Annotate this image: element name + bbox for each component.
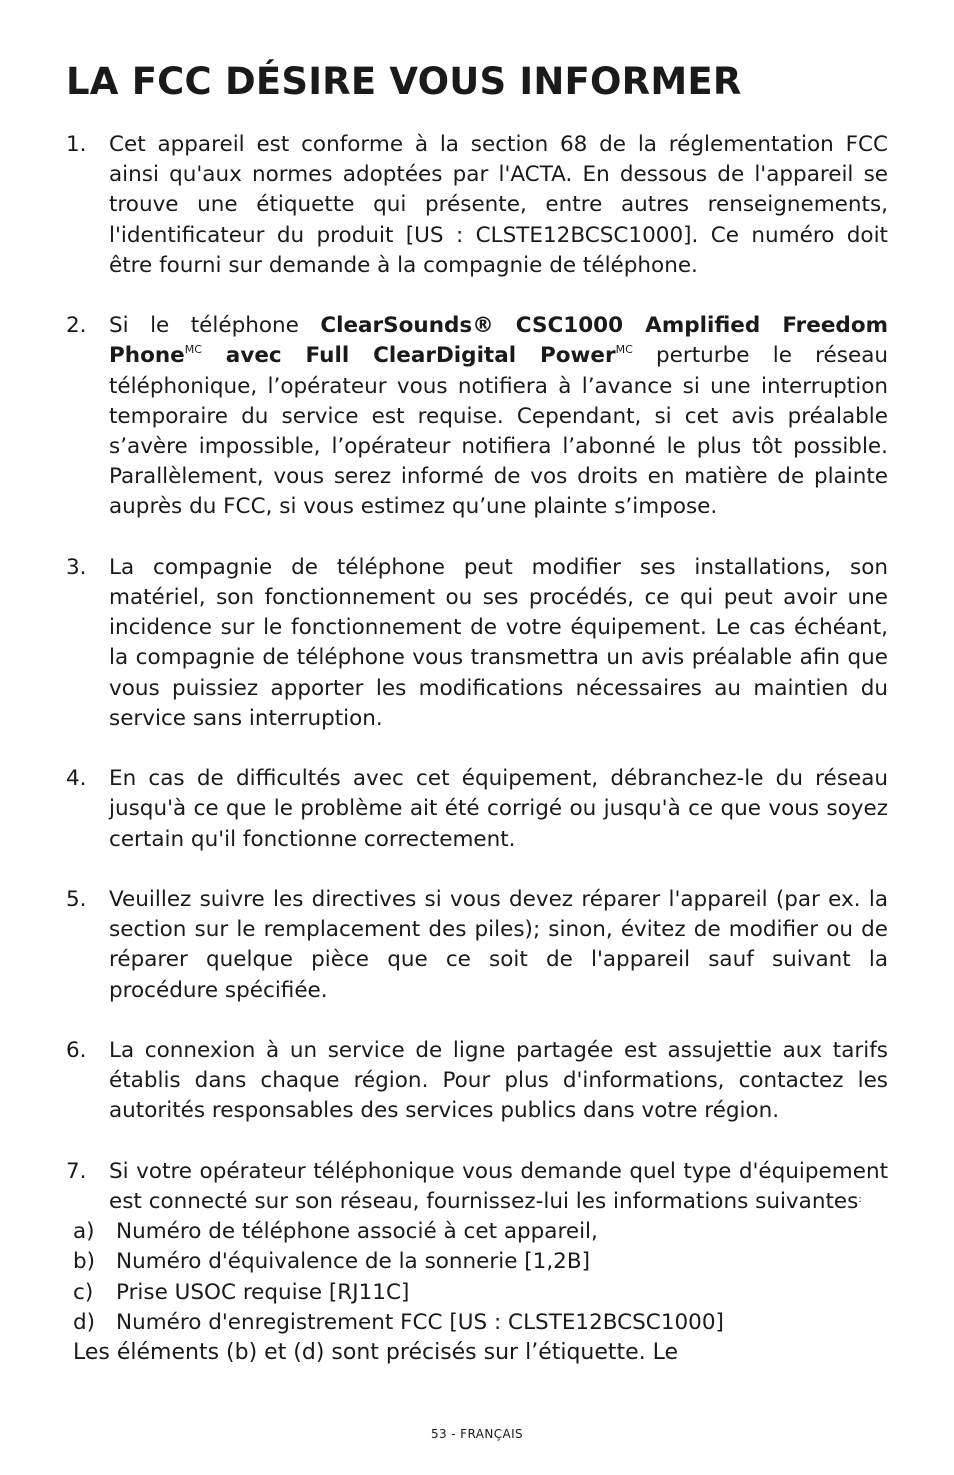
product-name: ClearSounds® CSC1000 Amplified Freedom Phone — [109, 313, 889, 369]
sub-list-item — [73, 1247, 888, 1277]
sub-list-item — [73, 1308, 888, 1338]
item-text: La compagnie de téléphone peut modifier ses installations, son matériel, son fonctionnement ou ses procédés, ce qui peut avoir une incidence sur le fonctionnement de votre équipement. Le cas échéant, la compagnie de téléphone vous transmettra un avis préalable afin que vous puissiez apporter les modifications nécessaires au maintien du service sans interruption. — [109, 554, 888, 731]
list-item — [66, 885, 888, 1006]
item-number: 2. — [66, 313, 87, 339]
item-number: 4. — [66, 766, 87, 792]
list-item — [66, 1157, 888, 1217]
page-title: LA FCC DÉSIRE VOUS INFORMER — [66, 60, 742, 103]
item-text: Veuillez suivre les directives si vous devez réparer l'appareil (par ex. la section sur le remplacement des piles); sinon, évitez de modifier ou de réparer quelque pièce que ce soit de l'appareil sauf suivant la procédure spécifiée. — [109, 887, 888, 1003]
list-item — [66, 1036, 888, 1127]
item-number: 6. — [66, 1038, 87, 1064]
item-number: 1. — [66, 132, 87, 157]
sub-item-label: a) — [73, 1219, 95, 1245]
fcc-notice-list — [66, 130, 888, 1368]
item-text: perturbe le réseau téléphonique, l’opérateur vous notifiera à l’avance si une interruption temporaire du service est requise. Cependant, si cet avis préalable s’avère impossible, l’opérateur notifiera l’abonné le plus tôt possible. Parallèlement, vous serez informé de vos droits en matière de plainte auprès du FCC, si vous estimez qu’une plainte s’impose. — [109, 343, 889, 520]
item-number: 7. — [66, 1158, 87, 1184]
sub-item-text: Numéro d'équivalence de la sonnerie [1,2B] — [116, 1249, 590, 1275]
list-item — [66, 553, 888, 734]
list-item — [66, 130, 888, 281]
sub-list-item — [73, 1278, 888, 1308]
sub-list-item — [73, 1217, 888, 1247]
sub-item-text: Prise USOC requise [RJ11C] — [116, 1279, 410, 1305]
trademark-mark: MC — [615, 343, 633, 357]
product-feature: avec Full ClearDigital Power — [201, 343, 616, 369]
sub-item-label: d) — [73, 1309, 96, 1335]
trailing-text: Les éléments (b) et (d) sont précisés sur l’étiquette. Le — [73, 1340, 679, 1366]
list-item — [66, 311, 888, 522]
sub-item-label: b) — [73, 1249, 96, 1275]
item-text: Si votre opérateur téléphonique vous demande quel type d'équipement est connecté sur son réseau, fournissez-lui les informations suivantes — [109, 1158, 888, 1215]
item-text: La connexion à un service de ligne partagée est assujettie aux tarifs établis dans chaque région. Pour plus d'informations, contactez les autorités responsables des services publics dans votre région. — [109, 1038, 888, 1124]
list-item — [66, 764, 888, 855]
colon-mark: : — [858, 1194, 862, 1206]
item-text: En cas de difficultés avec cet équipement, débranchez-le du réseau jusqu'à ce que le problème ait été corrigé ou jusqu'à ce que vous soyez certain qu'il fonctionne correctement. — [109, 766, 888, 852]
item-number: 3. — [66, 554, 87, 580]
sub-item-text: Numéro de téléphone associé à cet appareil, — [116, 1219, 598, 1245]
item-text-intro: Si le téléphone — [109, 313, 321, 339]
item-number: 5. — [66, 887, 87, 913]
item-text: Cet appareil est conforme à la section 68 de la réglementation FCC ainsi qu'aux normes adoptées par l'ACTA. En dessous de l'appareil se trouve une étiquette qui présente, entre autres renseignements, l'identificateur du produit [US : CLSTE12BCSC1000]. Ce numéro doit être fourni sur demande à la compagnie de téléphone. — [109, 132, 888, 278]
sub-item-label: c) — [73, 1279, 94, 1305]
sub-item-text: Numéro d'enregistrement FCC [US : CLSTE12BCSC1000] — [116, 1309, 724, 1335]
trademark-mark: MC — [184, 343, 202, 357]
page-footer: 53 - FRANÇAIS — [430, 1427, 524, 1441]
